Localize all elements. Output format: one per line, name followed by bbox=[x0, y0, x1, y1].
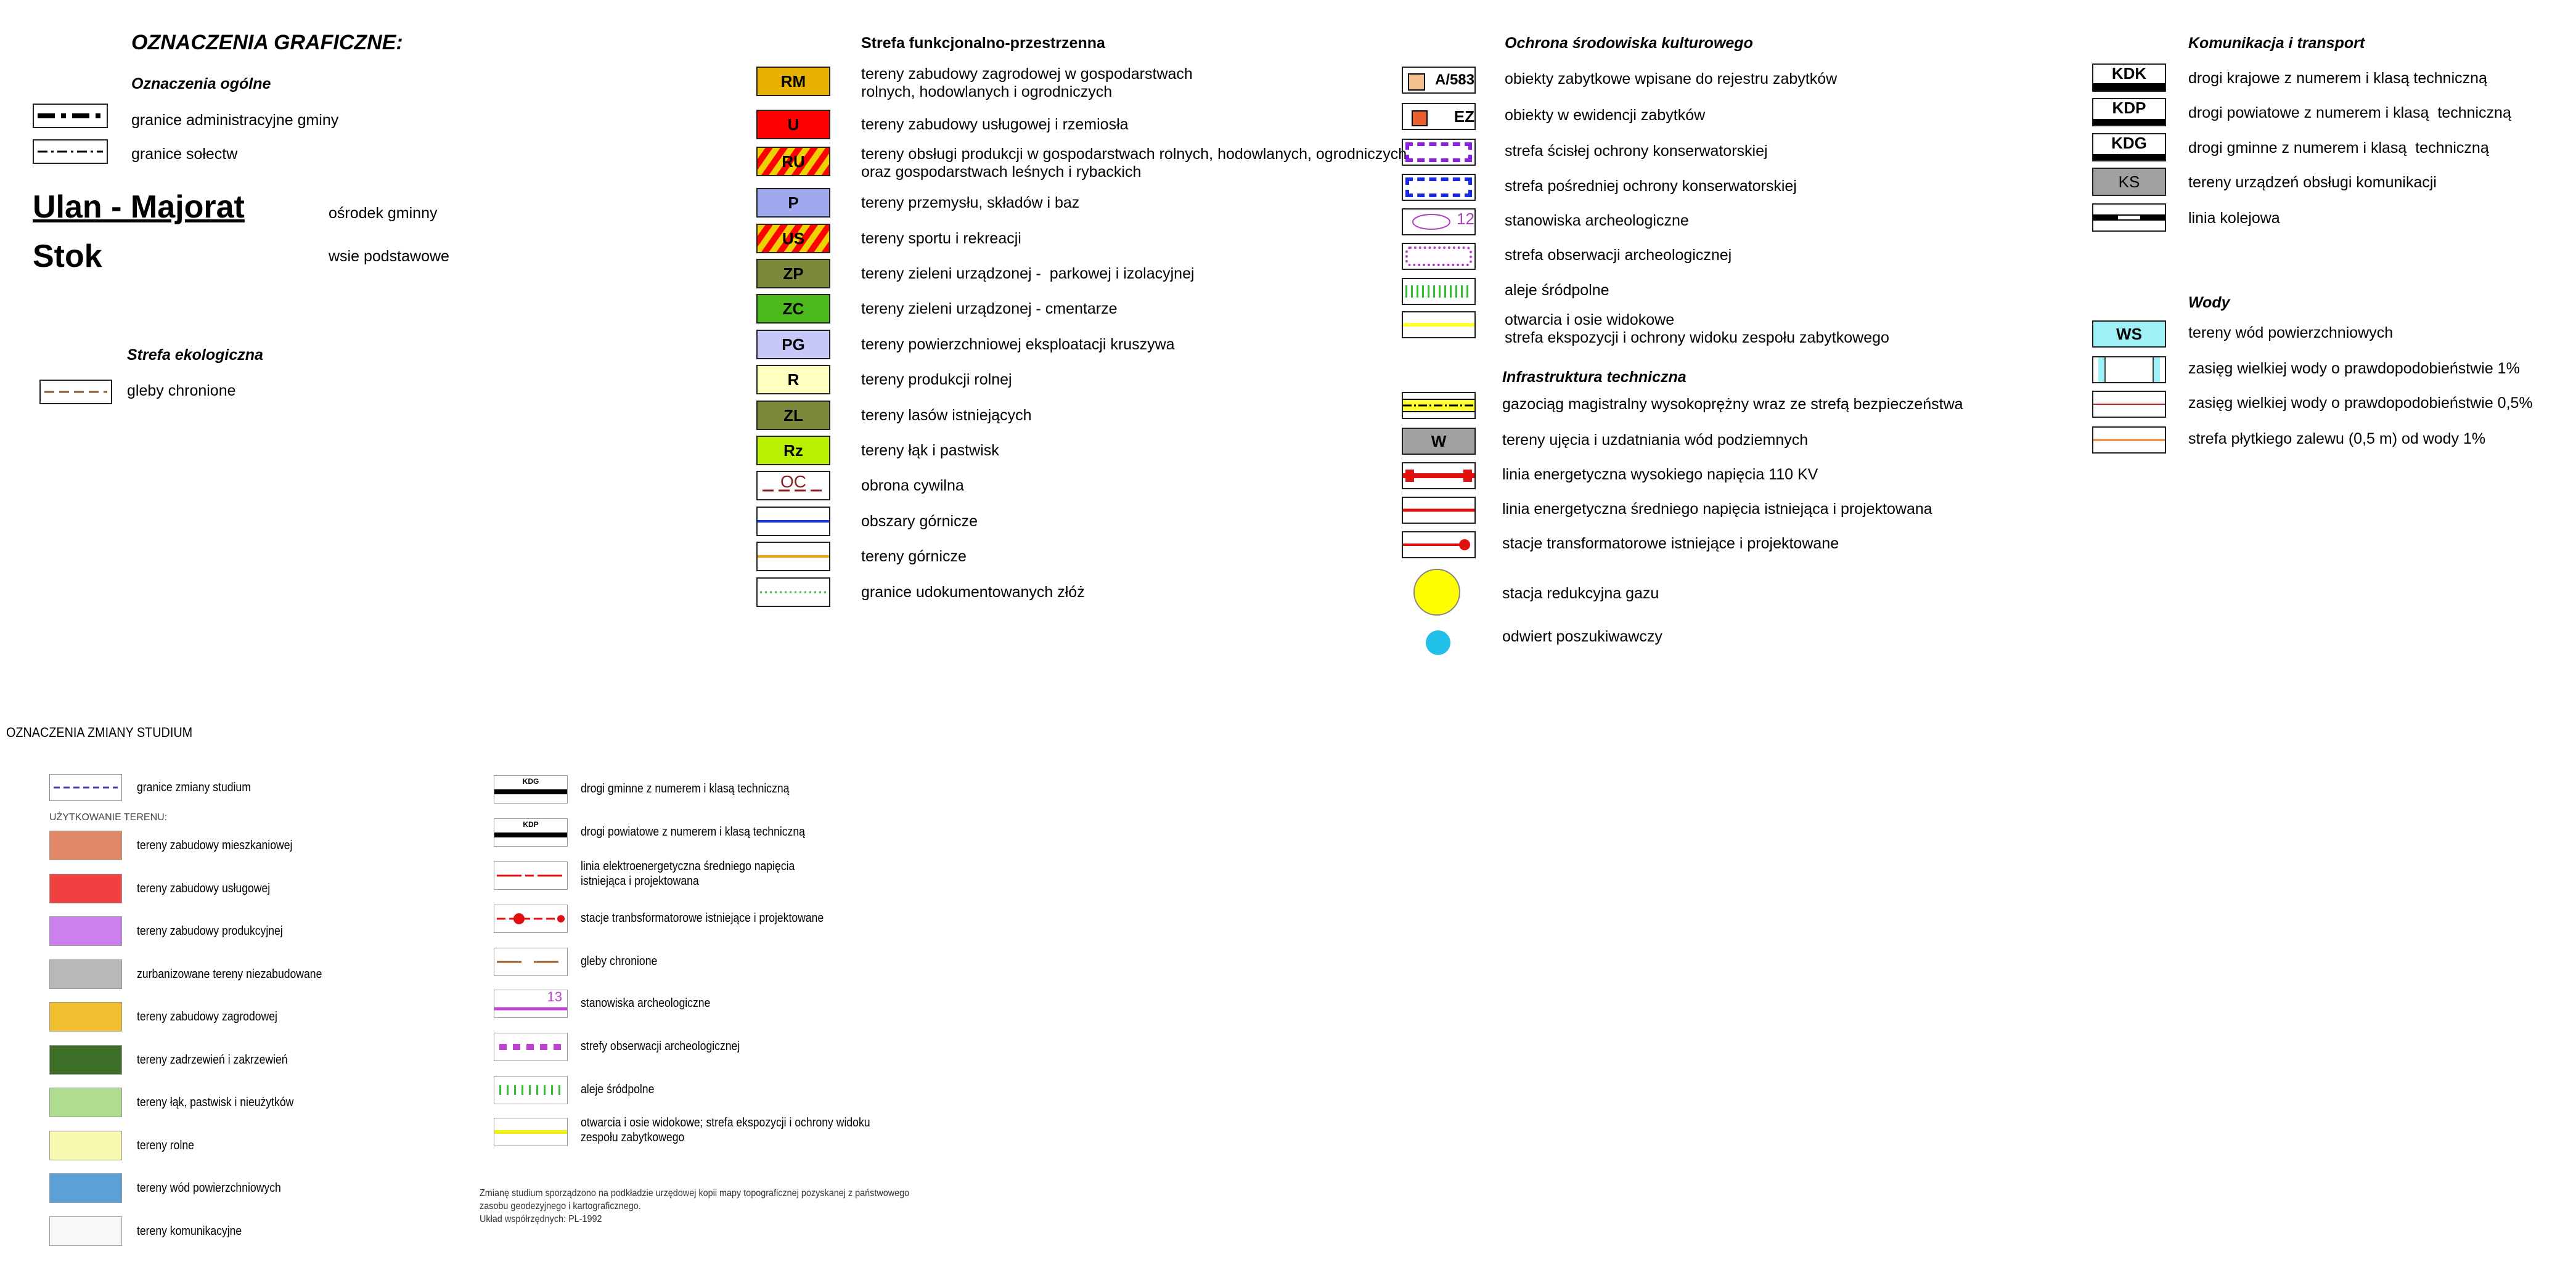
changes-symbol bbox=[494, 990, 568, 1018]
transport-code: KDG bbox=[2111, 134, 2147, 153]
changes-heading: OZNACZENIA ZMIANY STUDIUM bbox=[6, 725, 193, 740]
land-use-swatch bbox=[49, 1173, 122, 1203]
transport-code: KS bbox=[2118, 172, 2140, 191]
ecological-heading: Strefa ekologiczna bbox=[127, 346, 263, 364]
functional-code: OC bbox=[780, 472, 806, 491]
transport-code: KDP bbox=[2112, 99, 2146, 118]
functional-code: RM bbox=[780, 71, 806, 91]
infrastructure-symbol bbox=[1402, 392, 1476, 419]
land-use-label: tereny zabudowy produkcyjnej bbox=[137, 924, 283, 938]
infrastructure-label: odwiert poszukiwawczy bbox=[1502, 628, 1662, 645]
functional-code: PG bbox=[782, 335, 805, 354]
changes-label: drogi powiatowe z numerem i klasą techniczną bbox=[581, 825, 805, 839]
transport-symbol bbox=[2092, 63, 2166, 92]
culture-symbol bbox=[1402, 311, 1476, 338]
transport-heading: Komunikacja i transport bbox=[2188, 35, 2365, 52]
functional-label: tereny łąk i pastwisk bbox=[861, 442, 999, 459]
water-symbol bbox=[2092, 356, 2166, 383]
changes-label: drogi gminne z numerem i klasą techniczną bbox=[581, 782, 790, 796]
commune-center-label: ośrodek gminny bbox=[329, 205, 438, 222]
water-label: tereny wód powierzchniowych bbox=[2188, 324, 2394, 341]
culture-code: 12 bbox=[1457, 210, 1474, 228]
transport-label: tereny urządzeń obsługi komunikacji bbox=[2188, 174, 2437, 191]
changes-symbol bbox=[494, 1033, 568, 1061]
commune-center-name: Ulan - Majorat bbox=[33, 189, 245, 225]
functional-label: granice udokumentowanych złóż bbox=[861, 584, 1085, 601]
solectwo-boundary-symbol bbox=[33, 139, 108, 164]
land-use-label: tereny zabudowy mieszkaniowej bbox=[137, 839, 293, 852]
land-use-swatch bbox=[49, 1088, 122, 1117]
changes-symbol bbox=[494, 818, 568, 847]
functional-symbol bbox=[756, 365, 830, 394]
water-symbol bbox=[2092, 320, 2166, 348]
infrastructure-symbol bbox=[1402, 428, 1476, 455]
transport-symbol bbox=[2092, 168, 2166, 196]
culture-symbol bbox=[1402, 103, 1476, 130]
footnote: Zmianę studium sporządzono na podkładzie urzędowej kopii mapy topograficznej pozyskanej z państwowego zasobu geodezyjnego i kartograficznego. Układ współrzędnych: PL-1992 bbox=[480, 1188, 910, 1224]
land-use-heading: UŻYTKOWANIE TERENU: bbox=[49, 812, 168, 823]
gmina-boundary-symbol bbox=[33, 104, 108, 128]
functional-symbol bbox=[756, 110, 830, 139]
solectwo-boundary-label: granice sołectw bbox=[131, 145, 238, 163]
legend-title: OZNACZENIA GRAFICZNE: bbox=[131, 31, 403, 54]
functional-label: tereny zieleni urządzonej - parkowej i izolacyjnej bbox=[861, 265, 1195, 282]
functional-label: tereny górnicze bbox=[861, 548, 967, 565]
functional-label: tereny przemysłu, składów i baz bbox=[861, 194, 1080, 211]
land-use-label: tereny zabudowy usługowej bbox=[137, 881, 271, 895]
land-use-label: tereny zadrzewień i zakrzewień bbox=[137, 1052, 288, 1067]
changes-symbol bbox=[494, 905, 568, 933]
culture-symbol bbox=[1402, 174, 1476, 201]
changes-label: linia elektroenergetyczna średniego napięcia istniejąca i projektowana bbox=[581, 860, 795, 888]
village-label: wsie podstawowe bbox=[329, 248, 449, 265]
land-use-label: tereny komunikacyjne bbox=[137, 1224, 242, 1238]
functional-label: obszary górnicze bbox=[861, 513, 978, 530]
transport-label: drogi krajowe z numerem i klasą techniczną bbox=[2188, 70, 2487, 87]
changes-symbol bbox=[494, 948, 568, 976]
functional-symbol bbox=[756, 330, 830, 359]
changes-symbol bbox=[494, 861, 568, 890]
infrastructure-label: linia energetyczna średniego napięcia istniejąca i projektowana bbox=[1502, 500, 1932, 518]
transport-code: KDK bbox=[2111, 64, 2147, 83]
functional-symbol bbox=[756, 188, 830, 218]
functional-symbol bbox=[756, 436, 830, 465]
water-label: zasięg wielkiej wody o prawdopodobieństwie 0,5% bbox=[2188, 394, 2533, 412]
functional-code: Rz bbox=[783, 441, 803, 460]
functional-code: P bbox=[788, 193, 799, 212]
changes-label: gleby chronione bbox=[581, 955, 658, 968]
infrastructure-label: tereny ujęcia i uzdatniania wód podziemnych bbox=[1502, 431, 1809, 449]
functional-symbol bbox=[756, 294, 830, 324]
land-use-swatch bbox=[49, 1002, 122, 1032]
functional-code: RU bbox=[782, 152, 805, 171]
land-use-label: tereny zabudowy zagrodowej bbox=[137, 1010, 277, 1024]
infrastructure-code: W bbox=[1431, 431, 1447, 450]
land-use-label: tereny rolne bbox=[137, 1138, 194, 1152]
changes-symbol bbox=[494, 1076, 568, 1104]
changes-symbol bbox=[494, 775, 568, 804]
functional-label: tereny zabudowy usługowej i rzemiosła bbox=[861, 116, 1129, 133]
functional-code: US bbox=[782, 229, 805, 248]
culture-label: obiekty w ewidencji zabytków bbox=[1505, 107, 1706, 124]
transport-label: drogi gminne z numerem i klasą techniczną bbox=[2188, 139, 2489, 157]
land-use-swatch bbox=[49, 1216, 122, 1246]
functional-label: tereny powierzchniowej eksploatacji kruszywa bbox=[861, 336, 1175, 353]
changes-code: 13 bbox=[547, 989, 562, 1004]
infrastructure-label: stacja redukcyjna gazu bbox=[1502, 585, 1659, 602]
infrastructure-symbol bbox=[1402, 497, 1476, 524]
land-use-swatch bbox=[49, 959, 122, 989]
protected-soil-symbol bbox=[39, 380, 112, 404]
functional-code: ZC bbox=[782, 299, 804, 318]
culture-label: strefa ścisłej ochrony konserwatorskiej bbox=[1505, 142, 1768, 160]
functional-symbol bbox=[756, 401, 830, 430]
culture-symbol bbox=[1402, 139, 1476, 166]
land-use-swatch bbox=[49, 1045, 122, 1075]
land-use-label: tereny łąk, pastwisk i nieużytków bbox=[137, 1096, 294, 1109]
transport-symbol bbox=[2092, 133, 2166, 161]
functional-symbol bbox=[756, 224, 830, 253]
transport-symbol bbox=[2092, 203, 2166, 232]
functional-symbol bbox=[756, 577, 830, 607]
infrastructure-label: gazociąg magistralny wysokoprężny wraz ze strefą bezpieczeństwa bbox=[1502, 396, 1963, 413]
changes-code: KDP bbox=[523, 820, 539, 829]
water-symbol bbox=[2092, 391, 2166, 418]
culture-heading: Ochrona środowiska kulturowego bbox=[1505, 35, 1753, 52]
functional-label: obrona cywilna bbox=[861, 477, 964, 494]
infrastructure-symbol bbox=[1402, 462, 1476, 489]
water-label: zasięg wielkiej wody o prawdopodobieństwie 1% bbox=[2188, 360, 2520, 377]
land-use-label: tereny wód powierzchniowych bbox=[137, 1181, 281, 1195]
infrastructure-label: stacje transformatorowe istniejące i projektowane bbox=[1502, 535, 1839, 552]
exploration-well-symbol bbox=[1426, 630, 1450, 655]
culture-label: strefa obserwacji archeologicznej bbox=[1505, 246, 1732, 264]
land-use-label: zurbanizowane tereny niezabudowane bbox=[137, 967, 322, 981]
culture-label: obiekty zabytkowe wpisane do rejestru zabytków bbox=[1505, 70, 1838, 88]
protected-soil-label: gleby chronione bbox=[127, 382, 236, 399]
changes-code: KDG bbox=[522, 777, 539, 786]
functional-symbol bbox=[756, 147, 830, 176]
land-use-swatch bbox=[49, 916, 122, 946]
culture-symbol bbox=[1402, 67, 1476, 94]
functional-label: tereny zabudowy zagrodowej w gospodarstwach rolnych, hodowlanych i ogrodniczych bbox=[861, 65, 1193, 100]
culture-label: aleje śródpolne bbox=[1505, 282, 1609, 299]
functional-symbol bbox=[756, 259, 830, 288]
study-change-boundary-label: granice zmiany studium bbox=[137, 781, 251, 794]
changes-label: stacje tranbsformatorowe istniejące i projektowane bbox=[581, 911, 824, 925]
functional-code: ZP bbox=[783, 264, 804, 283]
village-name: Stok bbox=[33, 238, 102, 274]
changes-label: otwarcia i osie widokowe; strefa ekspozycji i ochrony widoku zespołu zabytkowego bbox=[581, 1116, 870, 1144]
functional-symbol bbox=[756, 542, 830, 571]
water-symbol bbox=[2092, 426, 2166, 454]
changes-label: stanowiska archeologiczne bbox=[581, 996, 711, 1010]
culture-label: stanowiska archeologiczne bbox=[1505, 212, 1689, 229]
culture-label: strefa pośredniej ochrony konserwatorskiej bbox=[1505, 177, 1797, 195]
culture-label: otwarcia i osie widokowe strefa ekspozycji i ochrony widoku zespołu zabytkowego bbox=[1505, 311, 1889, 346]
culture-symbol bbox=[1402, 243, 1476, 270]
gmina-boundary-label: granice administracyjne gminy bbox=[131, 112, 339, 129]
functional-code: U bbox=[787, 115, 799, 134]
changes-label: aleje śródpolne bbox=[581, 1083, 655, 1096]
transport-symbol bbox=[2092, 98, 2166, 126]
culture-symbol bbox=[1402, 278, 1476, 305]
functional-label: tereny sportu i rekreacji bbox=[861, 230, 1021, 247]
infrastructure-symbol bbox=[1402, 531, 1476, 558]
transport-label: linia kolejowa bbox=[2188, 210, 2280, 227]
culture-code: A/583 bbox=[1434, 71, 1474, 88]
waters-heading: Wody bbox=[2188, 294, 2230, 311]
study-change-boundary-symbol bbox=[49, 774, 122, 801]
functional-code: R bbox=[787, 370, 799, 389]
water-label: strefa płytkiego zalewu (0,5 m) od wody 1% bbox=[2188, 430, 2486, 447]
water-code: WS bbox=[2116, 324, 2142, 343]
infrastructure-label: linia energetyczna wysokiego napięcia 110 KV bbox=[1502, 466, 1818, 483]
functional-symbol bbox=[756, 67, 830, 96]
changes-symbol bbox=[494, 1118, 568, 1146]
general-heading: Oznaczenia ogólne bbox=[131, 75, 271, 92]
land-use-swatch bbox=[49, 874, 122, 903]
land-use-swatch bbox=[49, 1131, 122, 1160]
infrastructure-heading: Infrastruktura techniczna bbox=[1502, 368, 1687, 386]
functional-label: tereny produkcji rolnej bbox=[861, 371, 1012, 388]
functional-code: ZL bbox=[783, 405, 803, 425]
functional-symbol bbox=[756, 471, 830, 500]
transport-label: drogi powiatowe z numerem i klasą techniczną bbox=[2188, 104, 2511, 121]
culture-code: EZ bbox=[1454, 107, 1474, 126]
functional-label: tereny lasów istniejących bbox=[861, 407, 1032, 424]
land-use-swatch bbox=[49, 831, 122, 860]
changes-label: strefy obserwacji archeologicznej bbox=[581, 1040, 740, 1053]
functional-label: tereny obsługi produkcji w gospodarstwach rolnych, hodowlanych, ogrodniczych oraz gospodarstwach leśnych i rybackich bbox=[861, 145, 1407, 181]
culture-symbol bbox=[1402, 208, 1476, 235]
gas-station-symbol bbox=[1413, 569, 1460, 616]
functional-heading: Strefa funkcjonalno-przestrzenna bbox=[861, 35, 1105, 52]
functional-label: tereny zieleni urządzonej - cmentarze bbox=[861, 300, 1118, 317]
functional-symbol bbox=[756, 507, 830, 536]
